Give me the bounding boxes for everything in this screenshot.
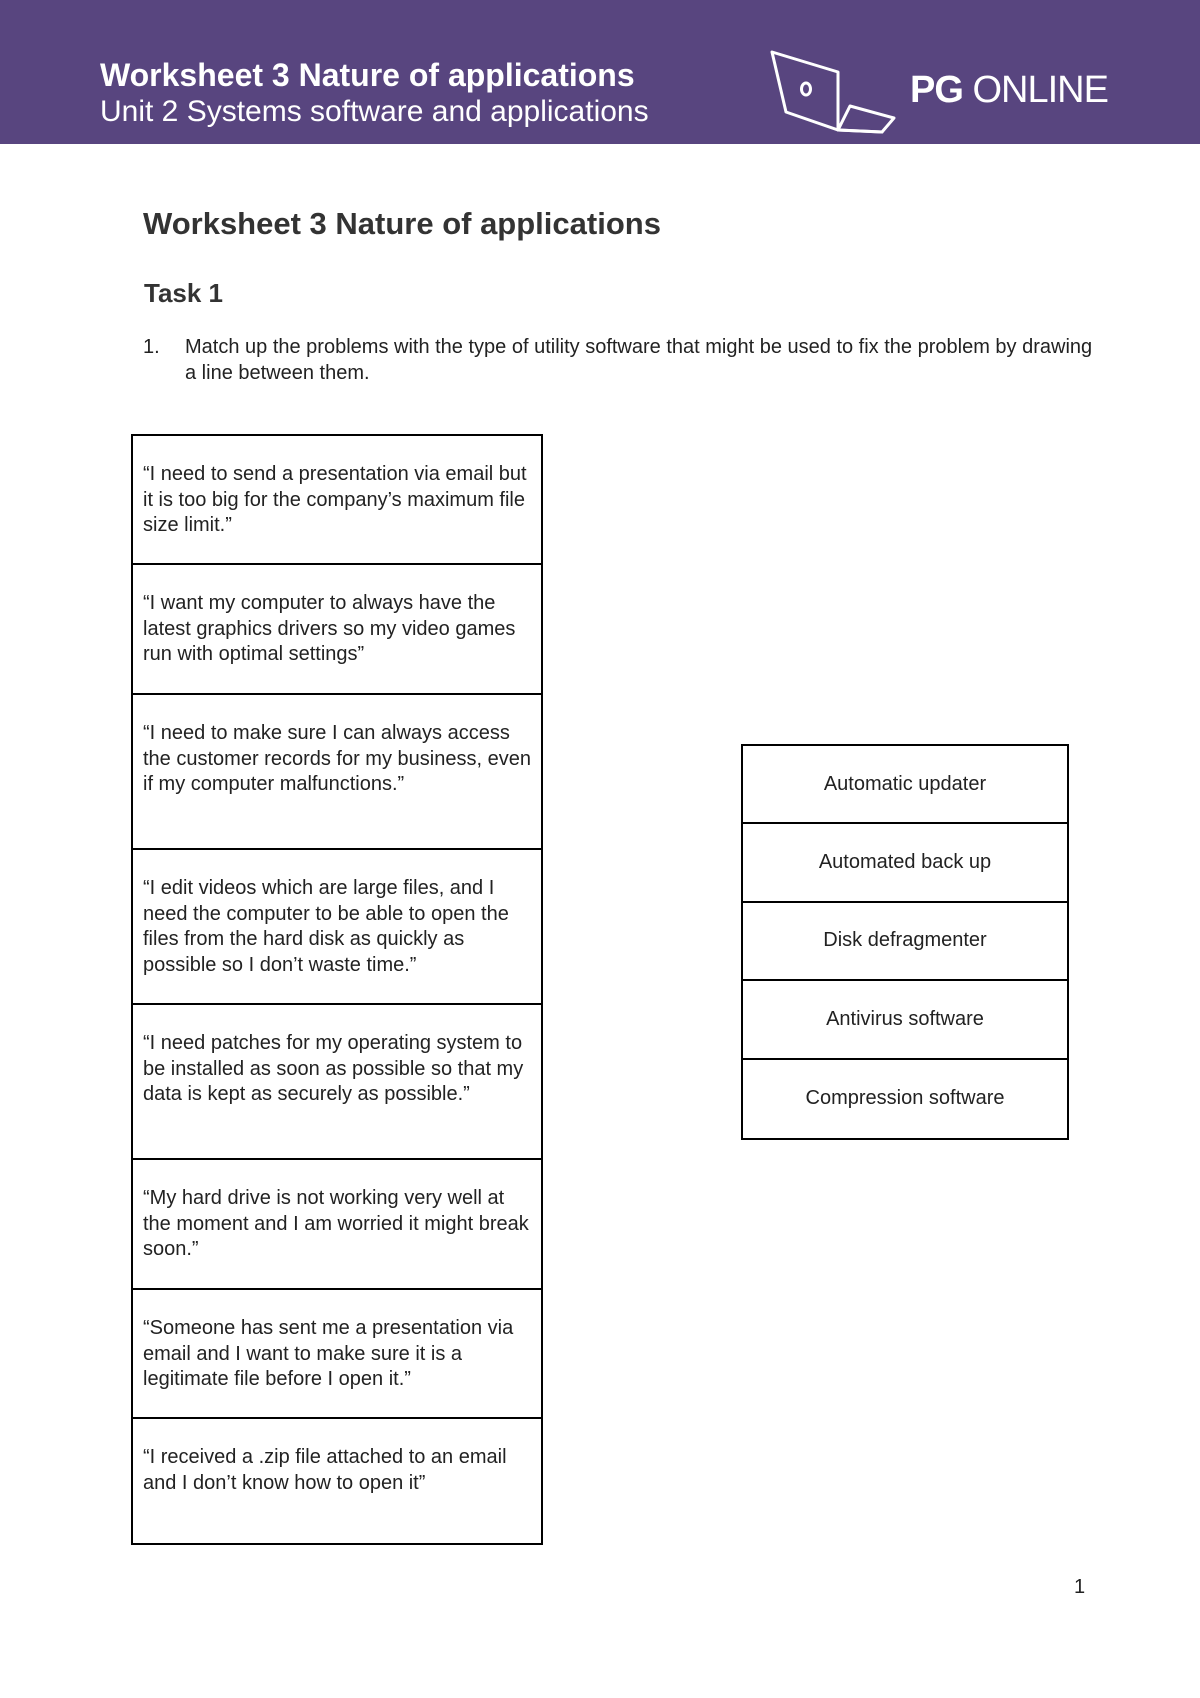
problem-cell[interactable]: “I edit videos which are large files, and I need the computer to be able to open the files from the hard disk as quickly as possible so I don’t waste time.” [133, 850, 541, 1005]
laptop-icon [766, 48, 898, 134]
problem-cell[interactable]: “I need to send a presentation via email but it is too big for the company’s maximum file size limit.” [133, 436, 541, 565]
problems-table [131, 434, 543, 1545]
problem-cell[interactable]: “Someone has sent me a presentation via email and I want to make sure it is a legitimate file before I open it.” [133, 1290, 541, 1419]
problem-cell[interactable]: “My hard drive is not working very well at the moment and I am worried it might break soon.” [133, 1160, 541, 1290]
problem-cell[interactable]: “I need patches for my operating system to be installed as soon as possible so that my data is kept as securely as possible.” [133, 1005, 541, 1160]
logo-light-text: ONLINE [962, 69, 1108, 111]
instruction-number: 1. [143, 336, 160, 358]
problem-cell[interactable]: “I need to make sure I can always access the customer records for my business, even if my computer malfunctions.” [133, 695, 541, 850]
instruction [143, 334, 1093, 386]
instruction-text: Match up the problems with the type of utility software that might be used to fix the problem by drawing a line between them. [185, 336, 1093, 384]
utilities-table [741, 744, 1069, 1140]
problem-cell[interactable]: “I want my computer to always have the latest graphics drivers so my video games run with optimal settings” [133, 565, 541, 695]
header-subtitle: Unit 2 Systems software and applications [100, 95, 649, 128]
utility-cell[interactable]: Disk defragmenter [743, 903, 1067, 981]
header-title: Worksheet 3 Nature of applications [100, 57, 635, 93]
problem-cell[interactable]: “I received a .zip file attached to an email and I don’t know how to open it” [143, 1446, 507, 1494]
header-banner [0, 0, 1200, 144]
utility-cell[interactable]: Compression software [805, 1087, 1005, 1110]
page-title: Worksheet 3 Nature of applications [143, 206, 661, 241]
task-heading: Task 1 [144, 278, 224, 308]
logo-strong-text: PG [910, 69, 963, 111]
brand-logo [910, 68, 1108, 112]
utility-cell[interactable]: Antivirus software [743, 981, 1067, 1059]
page-number: 1 [1074, 1576, 1086, 1598]
utility-cell[interactable]: Automated back up [743, 824, 1067, 902]
utility-cell[interactable]: Automatic updater [743, 746, 1067, 824]
